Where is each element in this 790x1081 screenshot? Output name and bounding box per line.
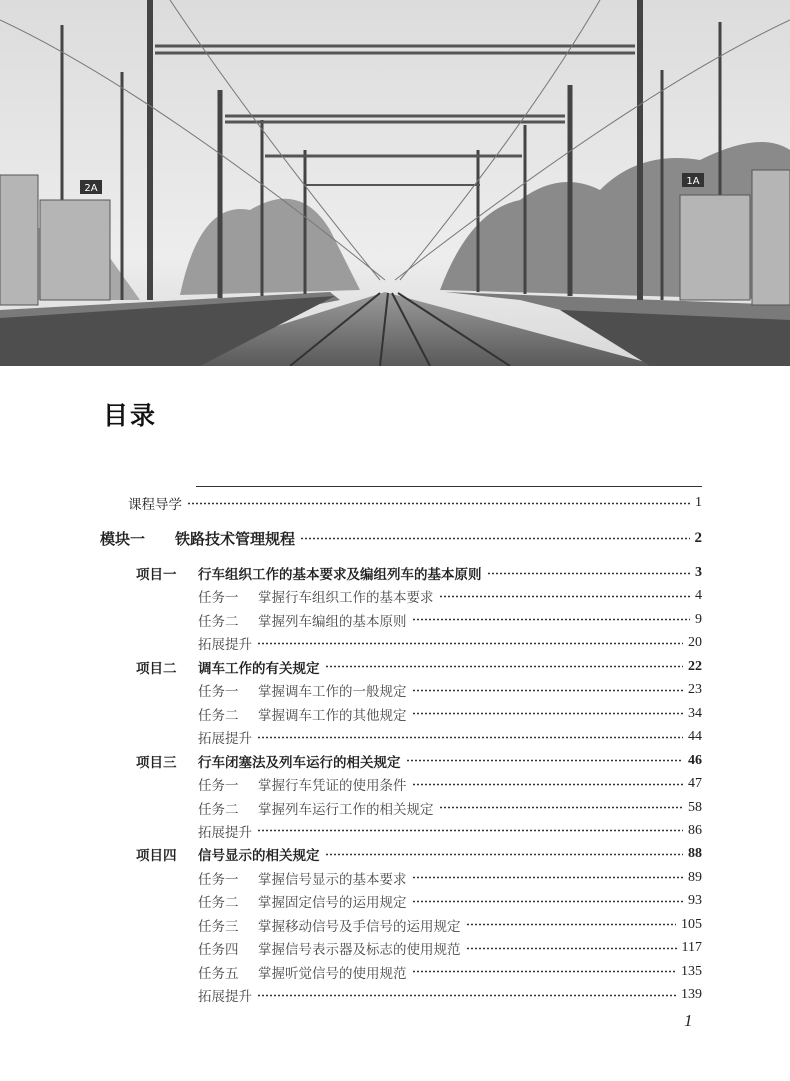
toc-title: 掌握列车运行工作的相关规定 bbox=[258, 801, 434, 818]
toc-page: 44 bbox=[688, 729, 702, 745]
toc-title: 课程导学 bbox=[128, 497, 182, 513]
toc-page: 117 bbox=[681, 940, 702, 956]
toc-page: 34 bbox=[688, 705, 702, 721]
toc-title: 拓展提升 bbox=[198, 731, 252, 748]
toc-entry-intro[interactable] bbox=[128, 492, 702, 514]
toc-entry-task[interactable] bbox=[198, 773, 702, 795]
toc-title: 掌握移动信号及手信号的运用规定 bbox=[258, 918, 461, 935]
toc-key: 任务三 bbox=[198, 918, 239, 935]
dot-leader bbox=[300, 537, 689, 540]
toc-key: 任务五 bbox=[198, 965, 239, 982]
toc-entry-task[interactable] bbox=[198, 984, 702, 1006]
toc-entry-task[interactable] bbox=[198, 703, 702, 725]
toc-page: 139 bbox=[681, 987, 702, 1003]
svg-text:2A: 2A bbox=[84, 183, 98, 194]
toc-title: 掌握固定信号的运用规定 bbox=[258, 895, 407, 912]
toc-key: 任务二 bbox=[198, 707, 239, 724]
dot-leader bbox=[187, 502, 690, 505]
page-title: 目录 bbox=[103, 401, 158, 430]
toc-title: 信号显示的相关规定 bbox=[198, 848, 320, 865]
toc-entry-task[interactable] bbox=[198, 961, 702, 983]
toc-title: 掌握列车编组的基本原则 bbox=[258, 613, 407, 630]
dot-leader bbox=[406, 759, 684, 762]
divider-line bbox=[196, 486, 702, 487]
toc-key: 任务一 bbox=[198, 871, 239, 888]
toc-title: 掌握调车工作的其他规定 bbox=[258, 707, 407, 724]
toc-title: 掌握行车组织工作的基本要求 bbox=[258, 590, 434, 607]
toc-title: 掌握听觉信号的使用规范 bbox=[258, 965, 407, 982]
toc-entry-project[interactable] bbox=[136, 750, 702, 772]
dot-leader bbox=[257, 994, 676, 997]
toc-key: 任务一 bbox=[198, 590, 239, 607]
toc-title: 掌握调车工作的一般规定 bbox=[258, 684, 407, 701]
toc-entry-task[interactable] bbox=[198, 609, 702, 631]
toc-page: 3 bbox=[695, 565, 702, 580]
toc-page: 88 bbox=[688, 846, 702, 862]
toc-key: 任务二 bbox=[198, 613, 239, 630]
dot-leader bbox=[257, 736, 683, 739]
toc-key: 任务四 bbox=[198, 942, 239, 959]
toc-page: 1 bbox=[695, 495, 702, 510]
dot-leader bbox=[257, 642, 683, 645]
toc-page: 46 bbox=[688, 752, 702, 768]
toc-entry-task[interactable] bbox=[198, 914, 702, 936]
toc-entry-task[interactable] bbox=[198, 679, 702, 701]
toc-entry-task[interactable] bbox=[198, 867, 702, 889]
dot-leader bbox=[325, 665, 684, 668]
dot-leader bbox=[487, 572, 691, 575]
toc-entry-project[interactable] bbox=[136, 843, 702, 865]
railway-header-photo bbox=[0, 0, 790, 366]
toc-title: 掌握信号表示器及标志的使用规范 bbox=[258, 942, 461, 959]
toc-page: 47 bbox=[688, 776, 702, 792]
toc-page: 105 bbox=[681, 916, 702, 932]
toc-entry-task[interactable] bbox=[198, 726, 702, 748]
dot-leader bbox=[439, 806, 684, 809]
toc-page: 23 bbox=[688, 682, 702, 698]
dot-leader bbox=[257, 829, 683, 832]
toc-entry-task[interactable] bbox=[198, 820, 702, 842]
toc-title: 拓展提升 bbox=[198, 989, 252, 1006]
toc-page: 2 bbox=[694, 529, 702, 546]
toc-key: 任务二 bbox=[198, 801, 239, 818]
toc-title: 掌握信号显示的基本要求 bbox=[258, 871, 407, 888]
toc-key: 项目四 bbox=[136, 848, 177, 865]
toc-page: 9 bbox=[695, 611, 702, 627]
toc-title: 铁路技术管理规程 bbox=[175, 529, 296, 548]
toc-entry-task[interactable] bbox=[198, 632, 702, 654]
toc-page: 4 bbox=[695, 588, 702, 604]
dot-leader bbox=[412, 900, 684, 903]
toc-entry-task[interactable] bbox=[198, 890, 702, 912]
toc-page: 86 bbox=[688, 822, 702, 838]
toc-entry-module[interactable] bbox=[100, 527, 702, 549]
toc-key: 模块一 bbox=[100, 529, 146, 548]
toc-title: 掌握行车凭证的使用条件 bbox=[258, 778, 407, 795]
toc-page: 89 bbox=[688, 869, 702, 885]
page-number: 1 bbox=[684, 1011, 693, 1030]
dot-leader bbox=[439, 595, 691, 598]
toc-title: 拓展提升 bbox=[198, 824, 252, 841]
toc-title: 行车闭塞法及列车运行的相关规定 bbox=[198, 754, 401, 771]
toc-key: 任务一 bbox=[198, 778, 239, 795]
toc-entry-task[interactable] bbox=[198, 797, 702, 819]
toc-page: 135 bbox=[681, 963, 702, 979]
dot-leader bbox=[412, 712, 684, 715]
toc-key: 项目三 bbox=[136, 754, 177, 771]
toc-page: 20 bbox=[688, 635, 702, 651]
dot-leader bbox=[412, 783, 684, 786]
toc-title: 拓展提升 bbox=[198, 637, 252, 654]
toc-entry-project[interactable] bbox=[136, 656, 702, 678]
toc-page: 58 bbox=[688, 799, 702, 815]
toc-entry-project[interactable] bbox=[136, 562, 702, 584]
dot-leader bbox=[325, 853, 684, 856]
toc-entry-task[interactable] bbox=[198, 937, 702, 959]
toc-title: 行车组织工作的基本要求及编组列车的基本原则 bbox=[198, 567, 482, 583]
toc-entry-task[interactable] bbox=[198, 585, 702, 607]
dot-leader bbox=[412, 970, 677, 973]
dot-leader bbox=[412, 618, 691, 621]
toc-key: 项目一 bbox=[136, 567, 177, 583]
toc-key: 项目二 bbox=[136, 660, 177, 677]
toc-key: 任务二 bbox=[198, 895, 239, 912]
toc-page: 93 bbox=[688, 893, 702, 909]
toc-key: 任务一 bbox=[198, 684, 239, 701]
toc-page: 22 bbox=[688, 658, 702, 674]
dot-leader bbox=[412, 876, 684, 879]
dot-leader bbox=[412, 689, 684, 692]
svg-text:1A: 1A bbox=[686, 176, 700, 187]
dot-leader bbox=[466, 923, 677, 926]
dot-leader bbox=[466, 947, 677, 950]
toc-title: 调车工作的有关规定 bbox=[198, 660, 320, 677]
